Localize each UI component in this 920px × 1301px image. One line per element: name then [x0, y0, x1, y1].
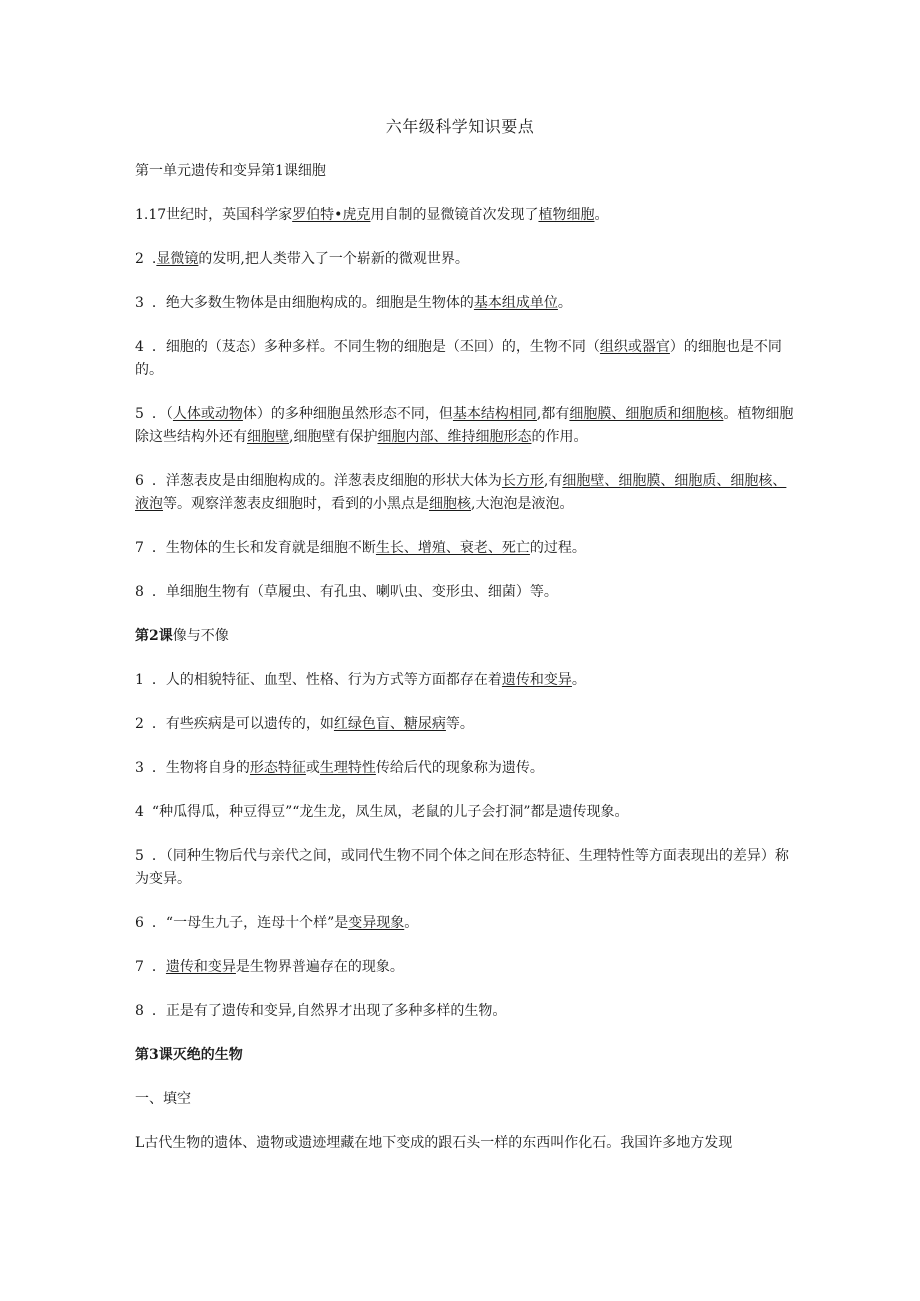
item-number: 7 [135, 540, 144, 556]
unit1-item-6 [135, 470, 795, 516]
item-text: 传给后代的现象称为遗传。 [375, 760, 544, 776]
unit1-item-7 [135, 537, 795, 560]
underlined-answer: 生理特性 [319, 760, 376, 776]
item-text: 。植物细胞除这些结构外还有 [135, 406, 794, 445]
item-text: 的发明,把人类带入了一个崭新的微观世界。 [198, 251, 469, 267]
item-text: ．（同种生物后代与亲代之间，或同代生物不同个体之间在形态特征、生理特性等方面表现出的差异）称为变异。 [135, 848, 789, 887]
underlined-answer: 遗传和变异 [501, 672, 572, 688]
item-number: 3 [135, 760, 144, 776]
item-text: 体）的多种细胞虽然形态不同，但 [242, 406, 453, 422]
item-text: 。 [404, 915, 419, 931]
unit1-item-2 [135, 248, 795, 271]
item-text: ）的细胞也是不同的。 [135, 339, 782, 378]
underlined-answer: 形态特征 [249, 760, 306, 776]
unit1-item-4 [135, 336, 795, 382]
item-text: ．（ [151, 406, 173, 422]
item-number: 8 [135, 1003, 144, 1019]
item-text: ．生物体的生长和发育就是细胞不断 [151, 540, 376, 556]
item-number: 3 [135, 295, 144, 311]
underlined-answer: 长方形 [501, 473, 544, 489]
item-text: 或 [305, 760, 320, 776]
item-number: 6 [135, 915, 144, 931]
lesson3-line: L古代生物的遗体、遗物或遗迹埋藏在地下变成的跟石头一样的东西叫作化石。我国许多地方发现 [135, 1135, 733, 1151]
item-text: ．洋葱表皮是由细胞构成的。洋葱表皮细胞的形状大体为 [151, 473, 502, 489]
item-text: ．正是有了遗传和变异,自然界才出现了多种多样的生物。 [151, 1003, 507, 1019]
underlined-answer: 变异现象 [348, 915, 405, 931]
underlined-answer: 基本组成单位 [473, 295, 558, 311]
item-text: ． [151, 959, 166, 975]
item-number: 4 [135, 804, 144, 820]
item-number: 7 [135, 959, 144, 975]
item-text: 。 [594, 207, 609, 223]
underlined-answer: 生长、增殖、衰老、死亡 [375, 540, 530, 556]
underlined-answer: 显微镜 [156, 251, 199, 267]
unit1-item-3 [135, 292, 795, 315]
lesson3-subheading: 一、填空 [135, 1091, 191, 1107]
item-text: 17世纪时，英国科学家 [148, 207, 293, 223]
item-text: 是生物界普遍存在的现象。 [235, 959, 404, 975]
item-number: 5 [135, 848, 144, 864]
underlined-answer: 细胞膜、细胞质和细胞核 [569, 406, 724, 422]
underlined-answer: 红绿色盲、糖尿病 [333, 716, 446, 732]
lesson2-item-8 [135, 1000, 795, 1023]
item-text: ．细胞的（芨态）多种多样。不同生物的细胞是（丕回）的，生物不同（ [151, 339, 600, 355]
item-text: ,都有 [536, 406, 570, 422]
lesson2-item-6 [135, 912, 795, 935]
lesson2-item-4 [135, 801, 795, 824]
underlined-answer: 组织或器官 [599, 339, 670, 355]
underlined-answer: 植物细胞 [538, 207, 595, 223]
underlined-answer: 细胞壁 [247, 429, 289, 445]
document-title: 六年级科学知识要点 [385, 117, 535, 136]
underlined-answer: 细胞核 [429, 496, 471, 512]
item-text: 的作用。 [531, 429, 588, 445]
underlined-answer: 罗伯特•虎克 [292, 207, 371, 223]
item-text: ．“一母生九子，连母十个样”是 [151, 915, 349, 931]
item-text: 等。观察洋葱表皮细胞时，看到的小黑点是 [163, 496, 429, 512]
item-number: 6 [135, 473, 144, 489]
item-text: ,有 [543, 473, 563, 489]
unit1-item-5 [135, 403, 795, 449]
item-text: ．单细胞生物有（草履虫、有孔虫、喇叭虫、变形虫、细菌）等。 [151, 584, 558, 600]
item-number: 8 [135, 584, 144, 600]
item-text: 等。 [445, 716, 474, 732]
item-text: ．生物将自身的 [151, 760, 250, 776]
lesson2-item-2 [135, 713, 795, 736]
item-text: 用自制的显微镜首次发现了 [370, 207, 539, 223]
underlined-answer: 基本结构相同 [452, 406, 537, 422]
item-number: 2 [135, 716, 144, 732]
item-text: 。 [571, 672, 586, 688]
item-text: ,大泡泡是液泡。 [471, 496, 574, 512]
item-text: 的过程。 [529, 540, 586, 556]
document-body [135, 160, 795, 1176]
lesson2-heading-number: 第2课 [135, 628, 173, 644]
lesson3-heading: 第3课灭绝的生物 [135, 1047, 243, 1063]
underlined-answer: 人体或动物 [172, 406, 243, 422]
item-text: “种瓜得瓜，种豆得豆”“龙生龙，凤生凤，老鼠的儿子会打洞”都是遗传现象。 [151, 804, 629, 820]
item-text: ,细胞壁有保护 [289, 429, 378, 445]
lesson2-item-1 [135, 669, 795, 692]
unit1-item-8 [135, 581, 795, 604]
lesson2-item-5 [135, 845, 795, 891]
item-number: 4 [135, 339, 144, 355]
item-number: 1 [135, 672, 144, 688]
item-text: 。 [557, 295, 572, 311]
item-text: ．有些疾病是可以遗传的，如 [151, 716, 334, 732]
item-number: 2 [135, 251, 144, 267]
lesson2-heading [135, 625, 795, 648]
item-text: ．绝大多数生物体是由细胞构成的。细胞是生物体的 [151, 295, 474, 311]
item-text: ．人的相貌特征、血型、性格、行为方式等方面都存在着 [151, 672, 502, 688]
lesson2-heading-title: 像与不像 [172, 628, 229, 644]
lesson2-item-7 [135, 956, 795, 979]
item-text: . [151, 251, 157, 267]
item-number: 5 [135, 406, 144, 422]
underlined-answer: 细胞内部、维持细胞形态 [377, 429, 532, 445]
unit1-item-1 [135, 204, 795, 227]
unit1-heading: 第一单元遗传和变异第1课细胞 [135, 163, 326, 179]
underlined-answer: 细胞壁、细胞膜、细胞质、细胞核、液泡 [135, 473, 787, 512]
lesson2-item-3 [135, 757, 795, 780]
item-number: 1. [135, 207, 149, 223]
underlined-answer: 遗传和变异 [165, 959, 236, 975]
